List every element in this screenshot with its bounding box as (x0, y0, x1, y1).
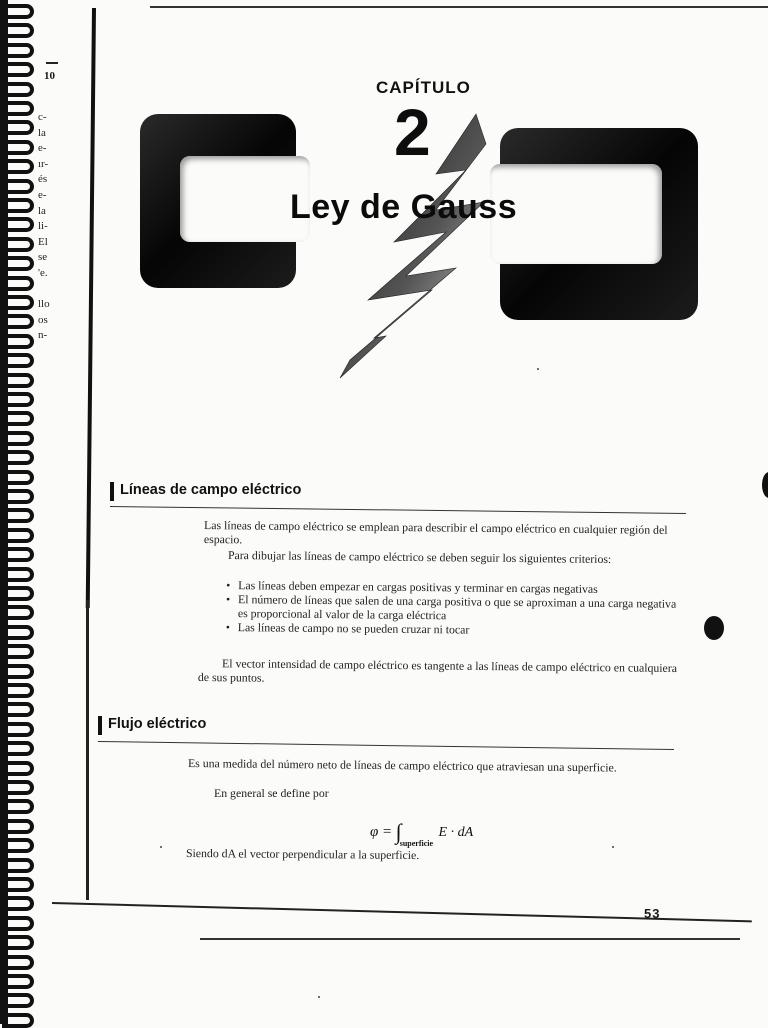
integral-sign: ∫ (395, 819, 402, 844)
criteria-list (226, 578, 683, 639)
spiral-ring (2, 276, 34, 291)
spiral-ring (2, 586, 34, 601)
spiral-ring (2, 314, 34, 329)
spiral-ring (2, 702, 34, 717)
edge-fragment: e- (38, 142, 47, 155)
spiral-ring (2, 179, 34, 194)
edge-fragment: li- (38, 220, 48, 233)
previous-page-edge-text (38, 110, 68, 344)
edge-fragment: c- (38, 111, 47, 123)
page-left-border (86, 8, 96, 608)
paragraph: En general se define por (214, 786, 329, 800)
spiral-ring (2, 799, 34, 814)
list-item: • Las líneas deben empezar en cargas positivas y terminar en cargas negativas (226, 578, 682, 597)
scan-speck (160, 846, 162, 848)
spiral-ring (2, 470, 34, 485)
edge-fragment: 'e. (38, 266, 48, 279)
edge-fragment (38, 282, 68, 298)
edge-fragment: és (38, 173, 48, 186)
formula-rhs: E · dA (438, 825, 474, 840)
edge-fragment: la (38, 126, 46, 139)
integral-subscript: superficie (399, 839, 434, 848)
edge-fragment: e- (38, 188, 47, 201)
spiral-ring (2, 353, 34, 368)
spiral-ring (2, 23, 34, 38)
edge-fragment: ır- (38, 157, 49, 170)
spiral-ring (2, 159, 34, 174)
spiral-ring (2, 547, 34, 562)
edge-fragment: llo (38, 298, 50, 311)
spiral-ring (2, 896, 34, 911)
spiral-ring (2, 858, 34, 873)
spiral-ring (2, 43, 34, 58)
spiral-ring (2, 838, 34, 853)
edge-fragment: se (38, 251, 48, 264)
scan-speck (612, 846, 614, 848)
spiral-ring (2, 780, 34, 795)
spiral-ring (2, 198, 34, 213)
list-item: • El número de líneas que salen de una carga positiva o que se aproximan a una carga negativa es proporcional al valor de la carga eléctrica (226, 592, 682, 625)
edge-dash (46, 62, 58, 64)
spiral-ring (2, 450, 34, 465)
spiral-ring (2, 625, 34, 640)
edge-fragment: la (38, 204, 46, 217)
spiral-ring (2, 567, 34, 582)
spiral-ring (2, 819, 34, 834)
page-number: 53 (644, 906, 661, 921)
spiral-ring (2, 877, 34, 892)
spiral-ring (2, 741, 34, 756)
lightning-bolt-icon (136, 100, 702, 390)
paragraph: Es una medida del número neto de líneas de campo eléctrico que atraviesan una superficie. (187, 756, 617, 775)
spiral-ring (2, 605, 34, 620)
spiral-ring (2, 295, 34, 310)
chapter-title: Ley de Gauss (290, 188, 518, 226)
spiral-ring (2, 722, 34, 737)
scan-speck (318, 996, 320, 998)
page-bottom-edge-inner (200, 938, 740, 940)
section-heading-field-lines: Líneas de campo eléctrico (110, 482, 301, 498)
spiral-ring (2, 373, 34, 388)
spiral-ring (2, 935, 34, 950)
spiral-ring (2, 62, 34, 77)
previous-page-number: 10 (44, 70, 55, 82)
chapter-label: CAPÍTULO (376, 78, 471, 97)
spiral-ring (2, 683, 34, 698)
edge-fragment: n- (38, 329, 48, 342)
spiral-ring (2, 993, 34, 1008)
spiral-ring (2, 761, 34, 776)
page-top-edge (150, 6, 768, 8)
spiral-ring (2, 334, 34, 349)
list-item: • Las líneas de campo no se pueden cruzar ni tocar (226, 620, 682, 639)
spiral-ring (2, 120, 34, 135)
spiral-ring (2, 955, 34, 970)
section-rule (98, 741, 674, 750)
punch-hole (704, 616, 724, 640)
spiral-ring (2, 1013, 34, 1028)
spiral-ring (2, 4, 34, 19)
spiral-ring (2, 508, 34, 523)
chapter-banner (136, 95, 702, 390)
punch-hole-edge (762, 472, 768, 498)
section-heading-electric-flux: Flujo eléctrico (98, 716, 206, 732)
spiral-ring (2, 256, 34, 271)
spiral-ring (2, 974, 34, 989)
spiral-ring (2, 489, 34, 504)
spiral-binding (0, 0, 42, 1024)
paragraph: Para dibujar las líneas de campo eléctrico se deben seguir los siguientes criterios: (227, 548, 612, 567)
edge-fragment: El (38, 235, 48, 248)
spiral-ring (2, 82, 34, 97)
spiral-ring (2, 392, 34, 407)
spiral-ring (2, 237, 34, 252)
paragraph: Las líneas de campo eléctrico se emplean para describir el campo eléctrico en cualquier región del espacio. (203, 518, 668, 547)
page-left-border-lower (86, 600, 89, 900)
paragraph: Siendo dA el vector perpendicular a la superficie. (185, 846, 420, 863)
paragraph: El vector intensidad de campo eléctrico es tangente a las líneas de campo eléctrico en cualquiera de sus puntos. (197, 656, 678, 685)
flux-formula (370, 816, 474, 848)
edge-fragment: os (38, 313, 48, 326)
spiral-ring (2, 664, 34, 679)
formula-lhs: φ = (370, 824, 393, 840)
spiral-ring (2, 217, 34, 232)
spiral-ring (2, 916, 34, 931)
section-rule (110, 506, 686, 514)
spiral-ring (2, 411, 34, 426)
spiral-ring (2, 140, 34, 155)
chapter-number: 2 (394, 95, 431, 169)
spiral-ring (2, 101, 34, 116)
spiral-ring (2, 431, 34, 446)
spiral-ring (2, 528, 34, 543)
spiral-ring (2, 644, 34, 659)
